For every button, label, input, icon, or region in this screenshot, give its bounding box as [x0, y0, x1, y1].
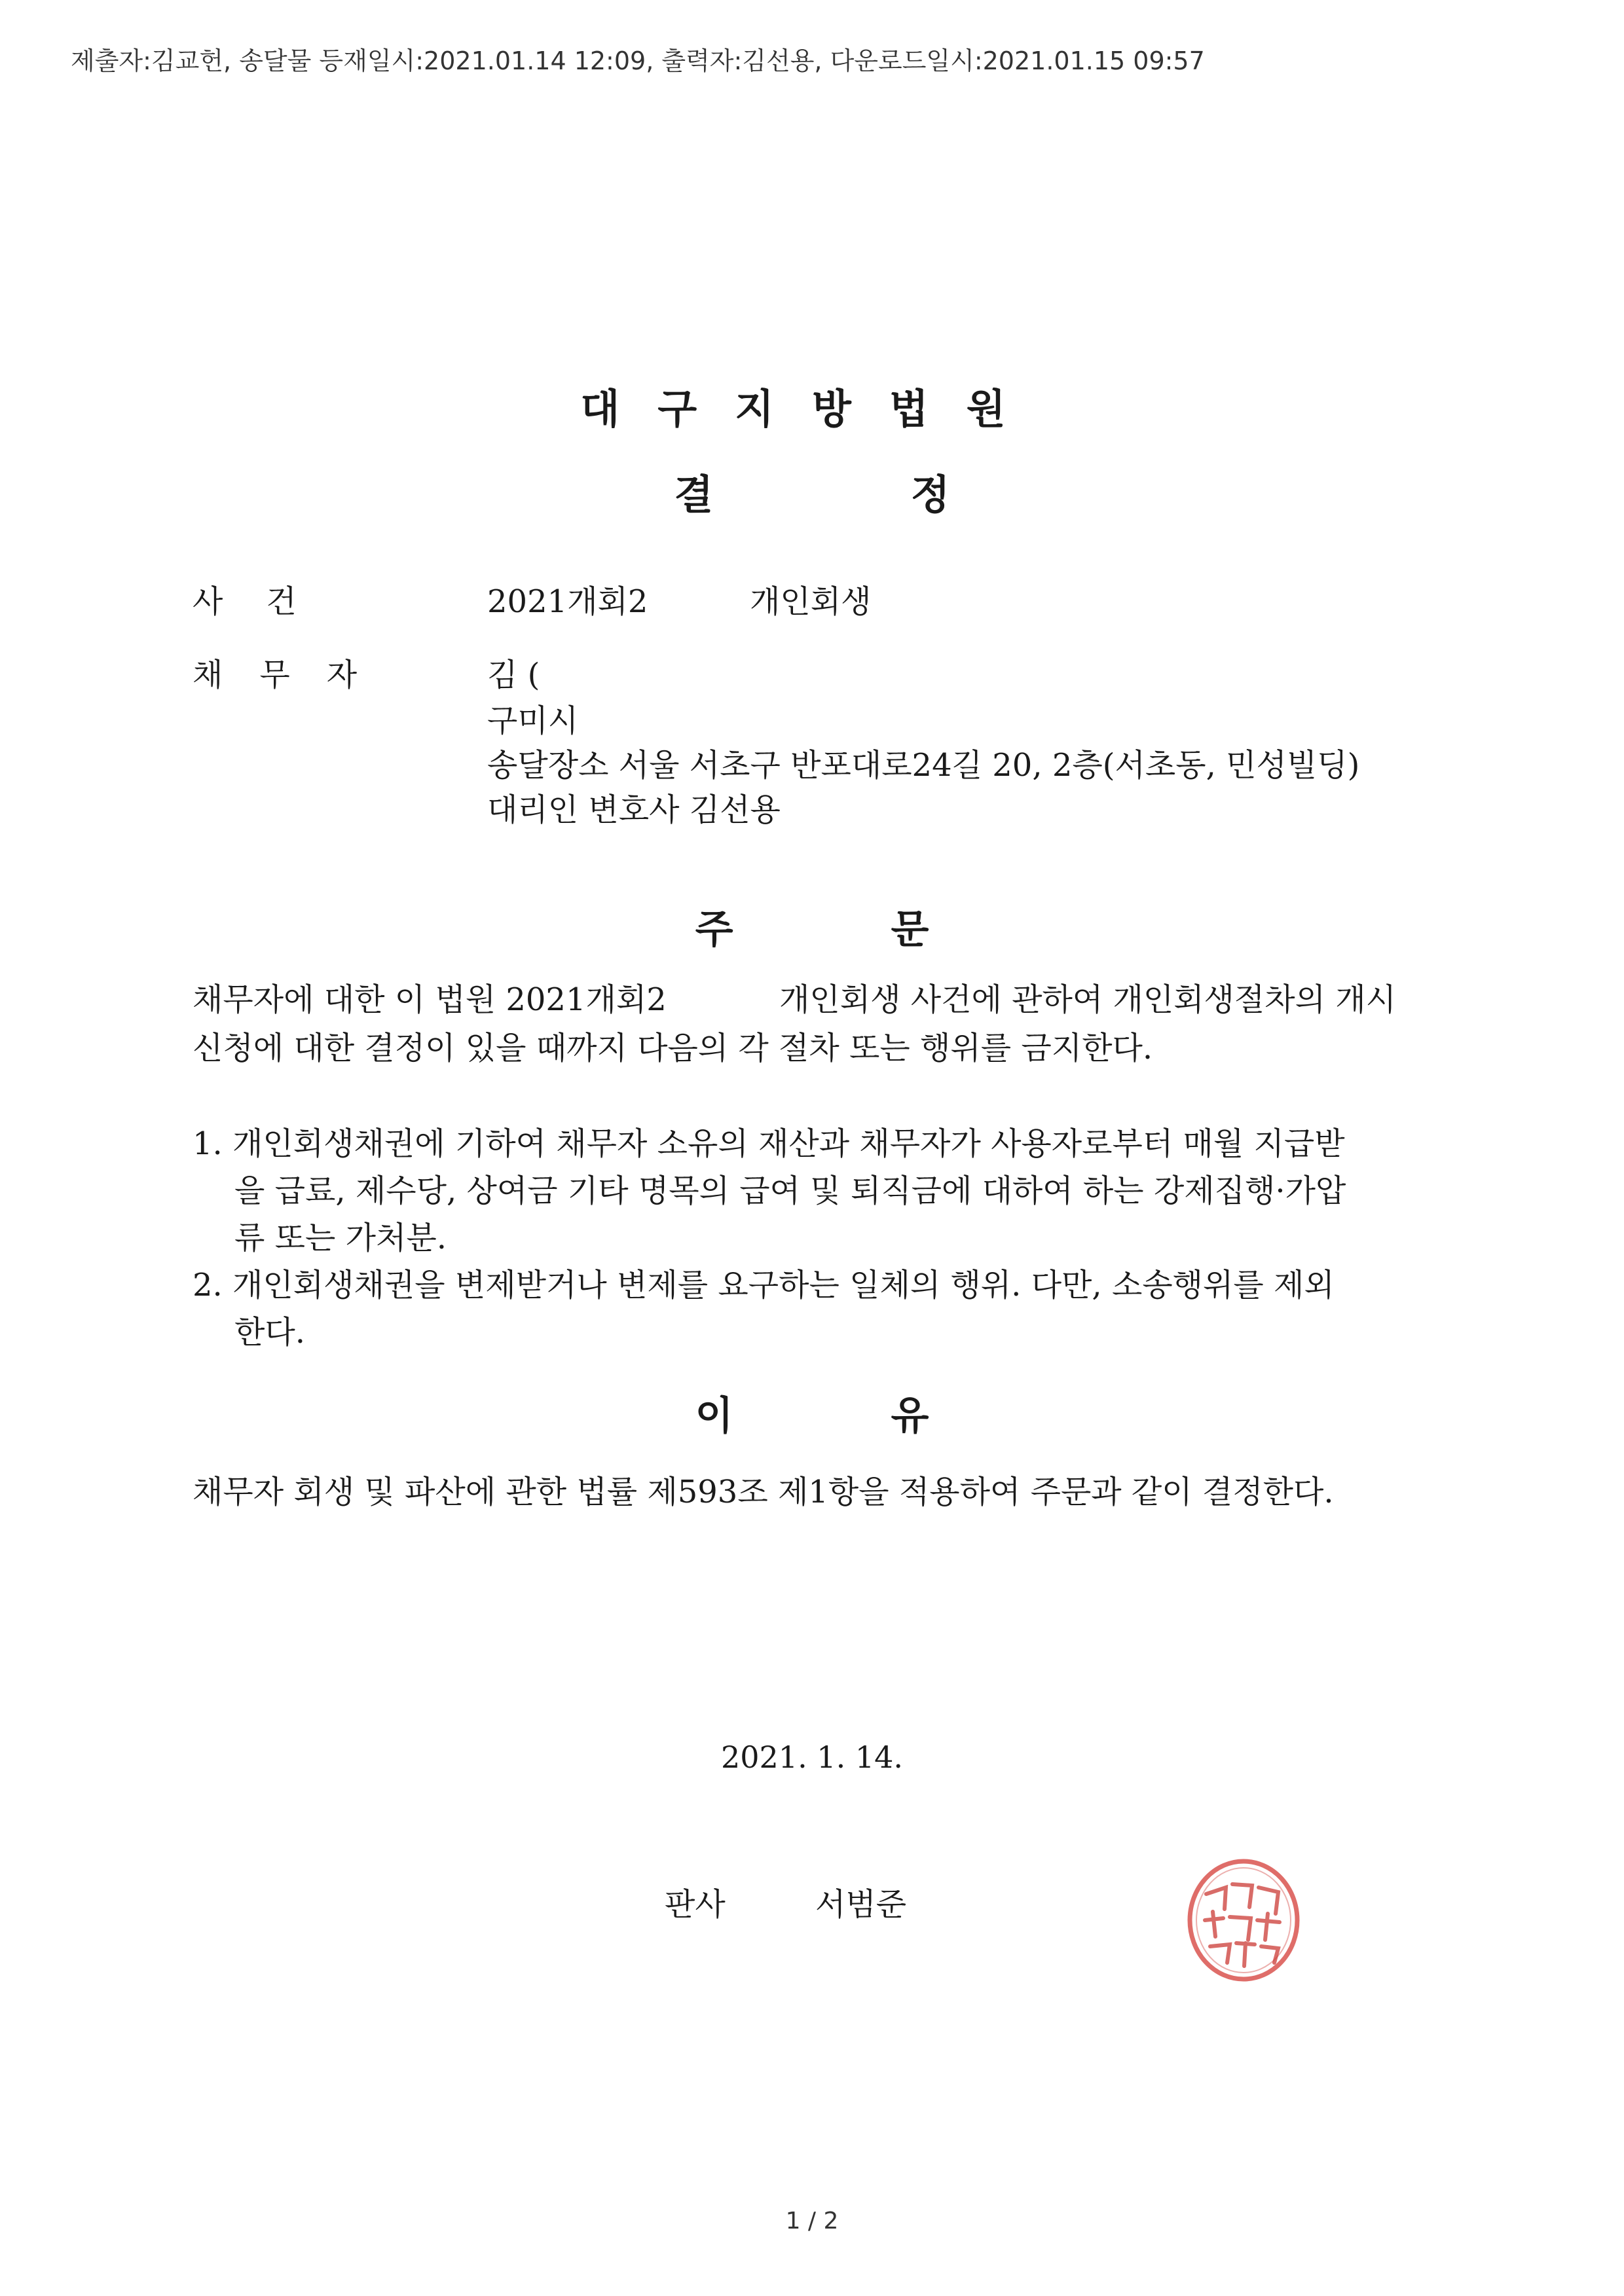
document-meta-line: 제출자:김교헌, 송달물 등재일시:2021.01.14 12:09, 출력자:김선용, 다운로드일시:2021.01.15 09:57: [71, 46, 1205, 75]
reason-section-title: 이 유: [695, 1393, 929, 1439]
debtor-city: 구미시: [487, 702, 579, 739]
debtor-name: 김 (: [487, 657, 540, 693]
order-paragraph-line2: 신청에 대한 결정이 있을 때까지 다음의 각 절차 또는 행위를 금지한다.: [193, 1030, 1153, 1066]
agent-line: 대리인 변호사 김선용: [487, 792, 781, 828]
order-item-1-line3: 류 또는 가처분.: [234, 1220, 447, 1256]
court-name: 대구지방법원: [580, 385, 1044, 433]
order-paragraph-line1a: 채무자에 대한 이 법원 2021개회2: [193, 981, 667, 1018]
document-title: 결 정: [674, 471, 950, 519]
debtor-label: 채무자: [193, 657, 394, 693]
order-item-2-line2: 한다.: [234, 1314, 305, 1351]
page-number: 1 / 2: [785, 2208, 839, 2234]
order-section-title: 주 문: [695, 907, 929, 953]
order-item-1-line1: 1. 개인회생채권에 기하여 채무자 소유의 재산과 채무자가 사용자로부터 매월 지급받: [193, 1125, 1345, 1162]
case-number: 2021개회2: [487, 583, 648, 620]
judge-label: 판사: [665, 1886, 726, 1923]
judge-name: 서범준: [815, 1886, 907, 1923]
case-type: 개인회생: [750, 583, 872, 620]
order-paragraph-line1b: 개인회생 사건에 관하여 개인회생절차의 개시: [779, 981, 1397, 1018]
case-label: 사건: [193, 583, 340, 620]
order-item-1-line2: 을 급료, 제수당, 상여금 기타 명목의 급여 및 퇴직금에 대하여 하는 강제집행·가압: [234, 1173, 1346, 1209]
service-address: 송달장소 서울 서초구 반포대로24길 20, 2층(서초동, 민성빌딩): [487, 747, 1360, 784]
court-seal-stamp: [1187, 1858, 1301, 1982]
decision-date: 2021. 1. 14.: [721, 1740, 903, 1775]
reason-text: 채무자 회생 및 파산에 관한 법률 제593조 제1항을 적용하여 주문과 같이 결정한다.: [193, 1474, 1334, 1510]
order-item-2-line1: 2. 개인회생채권을 변제받거나 변제를 요구하는 일체의 행위. 다만, 소송행위를 제외: [193, 1267, 1335, 1303]
